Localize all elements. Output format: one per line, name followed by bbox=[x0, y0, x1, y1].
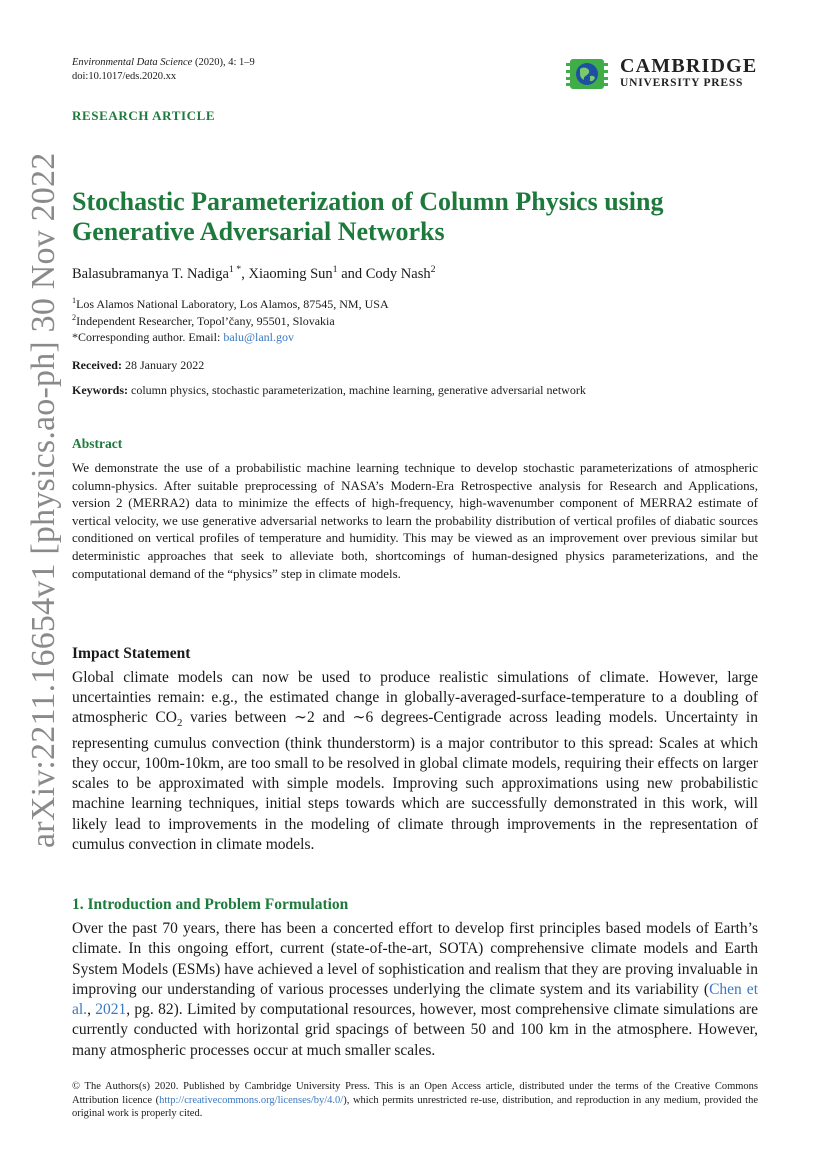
author-3-marks: 2 bbox=[430, 264, 436, 276]
section-1-text bbox=[72, 919, 758, 1061]
received-label: Received: bbox=[72, 358, 122, 372]
affiliation-2 bbox=[72, 313, 389, 330]
received-date bbox=[72, 357, 204, 373]
affiliation-1 bbox=[72, 296, 389, 313]
logo-line2: UNIVERSITY PRESS bbox=[620, 77, 744, 89]
abstract-text: We demonstrate the use of a probabilistic machine learning technique to develop stochastic parameterizations of atmospheric column-physics. After suitable preprocessing of NASA’s Modern-Era Retrospective analysis for Research and Applications, version 2 (MERRA2) data to minimize the effects of high-frequency, high-wavenumber component of MERRA2 estimate of vertical velocity, we use generative adversarial networks to learn the probability distribution of vertical profiles of diabatic sources conditioned on vertical profiles of temperature and humidity. This may be viewed as an improvement over previous similar but deterministic approaches that seek to alleviate both, shortcomings of human-designed physics parameterizations, and the computational demand of the “physics” step in climate models. bbox=[72, 460, 758, 581]
footer-text-part1: © The Authors(s) 2020. Published by Cambridge University Press. This is an Open Access article, distributed under the terms of the Creative Commons Attribution licence ( bbox=[72, 1081, 758, 1106]
author-3: Cody Nash bbox=[365, 266, 431, 282]
journal-citation: (2020), 4: 1–9 bbox=[192, 57, 255, 68]
affiliation-2-text: Independent Researcher, Topol’čany, 95501, Slovakia bbox=[76, 313, 335, 328]
impact-text-part1: Global climate models can now be used to produce realistic simulations of climate. However, large uncertainties remain: e.g., the estimated change in globally-averaged-surface-temperature to a doubling of atmospheric CO bbox=[72, 669, 758, 727]
journal-name: Environmental Data Science bbox=[72, 57, 193, 68]
impact-statement-text bbox=[72, 668, 758, 855]
impact-statement-heading: Impact Statement bbox=[72, 645, 191, 662]
journal-doi[interactable]: doi:10.1017/eds.2020.xx bbox=[72, 71, 177, 82]
license-link[interactable]: http://creativecommons.org/licenses/by/4.0/ bbox=[159, 1094, 344, 1106]
abstract-heading: Abstract bbox=[72, 436, 123, 451]
article-type-label: RESEARCH ARTICLE bbox=[72, 108, 216, 123]
keywords bbox=[72, 382, 586, 398]
author-separator: , bbox=[241, 266, 249, 282]
affiliation-1-mark: 1 bbox=[72, 296, 77, 305]
intro-text-part2: , pg. 82). Limited by computational resources, however, most comprehensive climate simulations are currently conducted with horizontal grid spacings of between 50 and 100 km in the atmosphere. However, many atmospheric processes occur at much smaller scales. bbox=[72, 1001, 758, 1059]
arxiv-sidebar-stamp: arXiv:2211.16654v1 [physics.ao-ph] 30 Nov 2022 bbox=[25, 152, 62, 848]
copyright-footer bbox=[72, 1080, 758, 1121]
footer-text-part2: ), which permits unrestricted re-use, distribution, and reproduction in any medium, provided the original work is properly cited. bbox=[72, 1094, 759, 1119]
citation-year-link[interactable]: 2021 bbox=[95, 1001, 127, 1019]
corresponding-author bbox=[72, 329, 389, 346]
journal-header bbox=[72, 56, 255, 84]
logo-line1: CAMBRIDGE bbox=[620, 55, 758, 77]
keywords-text: column physics, stochastic parameterization, machine learning, generative adversarial network bbox=[128, 383, 586, 397]
paper-title: Stochastic Parameterization of Column Physics using Generative Adversarial Networks bbox=[72, 187, 664, 246]
cambridge-shield-icon bbox=[566, 56, 608, 92]
author-2: Xiaoming Sun bbox=[248, 266, 333, 282]
corresponding-prefix: *Corresponding author. Email: bbox=[72, 330, 224, 344]
citation-separator: , bbox=[87, 1001, 96, 1019]
keywords-label: Keywords: bbox=[72, 383, 128, 397]
author-list bbox=[72, 264, 436, 284]
affiliation-1-text: Los Alamos National Laboratory, Los Alamos, 87545, NM, USA bbox=[76, 297, 389, 311]
author-2-marks: 1 bbox=[332, 264, 338, 276]
received-value: 28 January 2022 bbox=[121, 358, 205, 372]
citation-author-link[interactable]: Chen et al. bbox=[72, 980, 758, 1019]
cambridge-logo bbox=[566, 55, 766, 93]
corresponding-email-link[interactable]: balu@lanl.gov bbox=[223, 330, 295, 344]
intro-text-part1: Over the past 70 years, there has been a concerted effort to develop first principles based models of Earth’s climate. In this ongoing effort, current (state-of-the-art, SOTA) comprehensive climate models and Earth System Models (ESMs) have achieved a level of sophistication and realism that they are proving invaluable in improving our understanding of various processes underlying the climate system and its variability ( bbox=[72, 920, 758, 998]
affiliation-2-mark: 2 bbox=[72, 312, 77, 322]
affiliations bbox=[72, 296, 389, 346]
co2-subscript: 2 bbox=[176, 717, 183, 730]
section-1-heading: 1. Introduction and Problem Formulation bbox=[72, 896, 349, 913]
author-separator: and bbox=[337, 266, 366, 282]
author-1: Balasubramanya T. Nadiga bbox=[72, 266, 229, 282]
author-1-marks: 1 * bbox=[228, 264, 242, 276]
impact-text-part2: varies between ∼2 and ∼6 degrees-Centigrade across leading models. Uncertainty in representing cumulus convection (think thunderstorm) is a major contributor to this spread: Scales at which they occur, 100m-10km, are too small to be resolved in global climate models, requiring their effects on larger scales to be approximated with simple models. Improving such approximations using new probabilistic machine learning techniques, initial steps towards which are successfully demonstrated in this work, will likely lead to improvements in the modeling of climate through improvements in the representation of cumulus convection in climate models. bbox=[72, 709, 758, 853]
